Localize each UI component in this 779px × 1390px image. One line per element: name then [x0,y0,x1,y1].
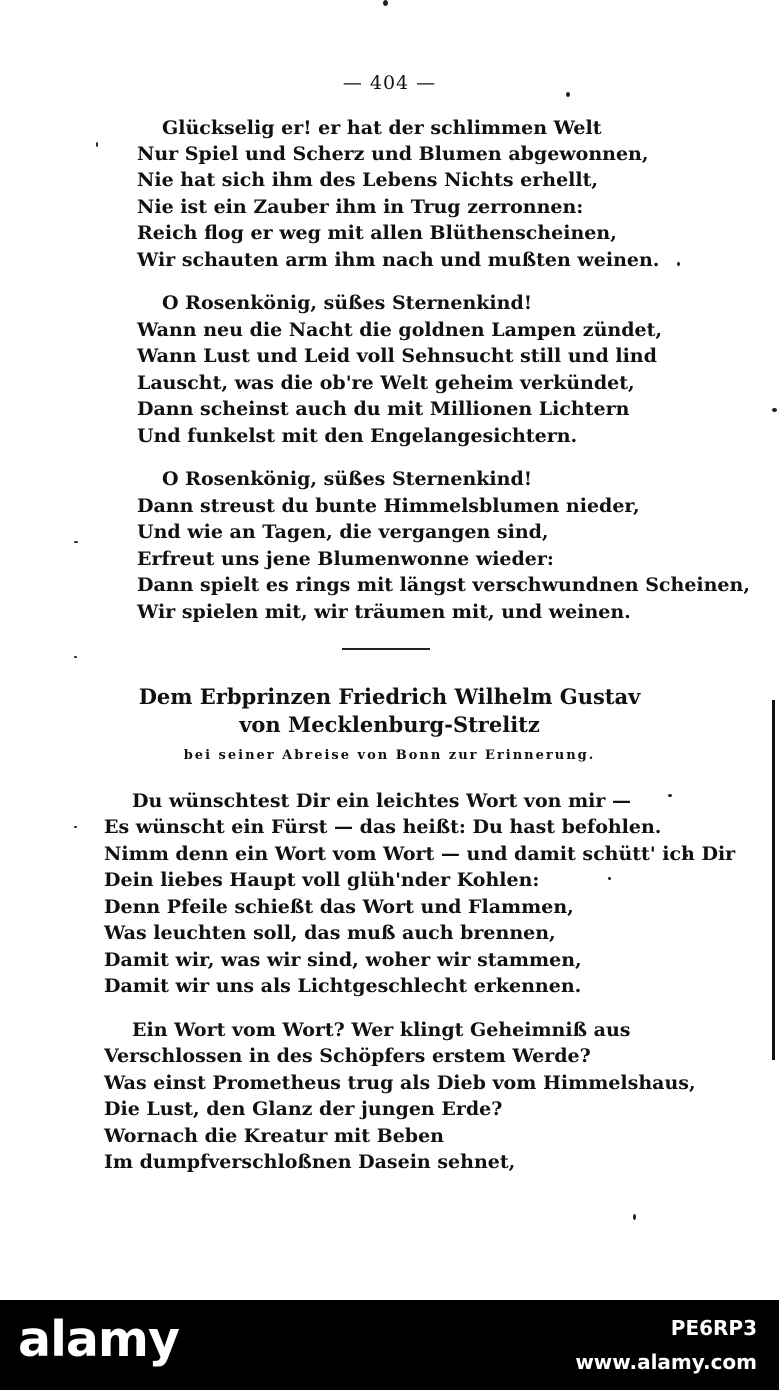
verse-line: Dein liebes Haupt voll glüh'nder Kohlen: [104,869,540,891]
verse-line: Damit wir uns als Lichtgeschlecht erkennen. [104,975,582,997]
verse-line: Damit wir, was wir sind, woher wir stammen, [104,949,582,971]
verse-line: Was einst Prometheus trug als Dieb vom Himmelshaus, [104,1072,696,1094]
print-speck [772,408,777,412]
verse-line: Du wünschtest Dir ein leichtes Wort von mir — [132,790,632,812]
print-speck [74,656,77,658]
verse-line: Wir spielen mit, wir träumen mit, und weinen. [137,601,631,623]
print-speck [74,541,78,543]
verse-line: Dann spielt es rings mit längst verschwundnen Scheinen, [137,574,750,596]
verse-line: Nimm denn ein Wort vom Wort — und damit schütt' ich Dir [104,843,736,865]
verse-line: Die Lust, den Glanz der jungen Erde? [104,1098,503,1120]
verse-line: Wann Lust und Leid voll Sehnsucht still und lind [137,345,657,367]
verse-line: Im dumpfverschloßnen Dasein sehnet, [104,1151,516,1173]
verse-line: Wornach die Kreatur mit Beben [104,1125,444,1147]
verse-line: Ein Wort vom Wort? Wer klingt Geheimniß aus [132,1019,631,1041]
print-speck [608,877,611,880]
verse-line: Verschlossen in des Schöpfers erstem Werde? [104,1045,591,1067]
verse-line: Erfreut uns jene Blumenwonne wieder: [137,548,554,570]
verse-line: Dann streust du bunte Himmelsblumen nieder, [137,495,640,517]
verse-line: Reich flog er weg mit allen Blüthenscheinen, [137,222,617,244]
print-speck [668,794,672,797]
verse-line: Lauscht, was die ob're Welt geheim verkündet, [137,372,635,394]
site-url: www.alamy.com [575,1350,757,1374]
verse-line: Wann neu die Nacht die goldnen Lampen zündet, [137,319,662,341]
verse-line: Glückselig er! er hat der schlimmen Welt [162,117,602,139]
verse-line: Nie ist ein Zauber ihm in Trug zerronnen: [137,196,584,218]
print-speck [383,0,388,6]
alamy-logo: alamy [18,1311,179,1368]
image-id: PE6RP3 [670,1316,757,1340]
print-speck [633,1214,636,1220]
print-speck [96,142,98,147]
verse-line: Es wünscht ein Fürst — das heißt: Du hast befohlen. [104,816,662,838]
verse-line: Dann scheinst auch du mit Millionen Lichtern [137,398,630,420]
verse-line: O Rosenkönig, süßes Sternenkind! [162,292,533,314]
print-speck [74,826,77,828]
verse-line: Nie hat sich ihm des Lebens Nichts erhellt, [137,169,598,191]
print-speck [677,262,680,266]
poem-subtitle: bei seiner Abreise von Bonn zur Erinnerung. [183,748,596,763]
verse-line: Und wie an Tagen, die vergangen sind, [137,521,549,543]
poem-title-line-2: von Mecklenburg-Strelitz [239,712,540,737]
verse-line: Was leuchten soll, das muß auch brennen, [104,922,556,944]
page-number: — 404 — [342,72,437,94]
verse-line: Denn Pfeile schießt das Wort und Flammen, [104,896,574,918]
poem-title-line-1: Dem Erbprinzen Friedrich Wilhelm Gustav [138,684,641,709]
verse-line: Nur Spiel und Scherz und Blumen abgewonnen, [137,143,649,165]
section-divider [342,648,430,650]
verse-line: O Rosenkönig, süßes Sternenkind! [162,468,533,490]
verse-line: Und funkelst mit den Engelangesichtern. [137,425,578,447]
verse-line: Wir schauten arm ihm nach und mußten weinen. [137,249,660,271]
